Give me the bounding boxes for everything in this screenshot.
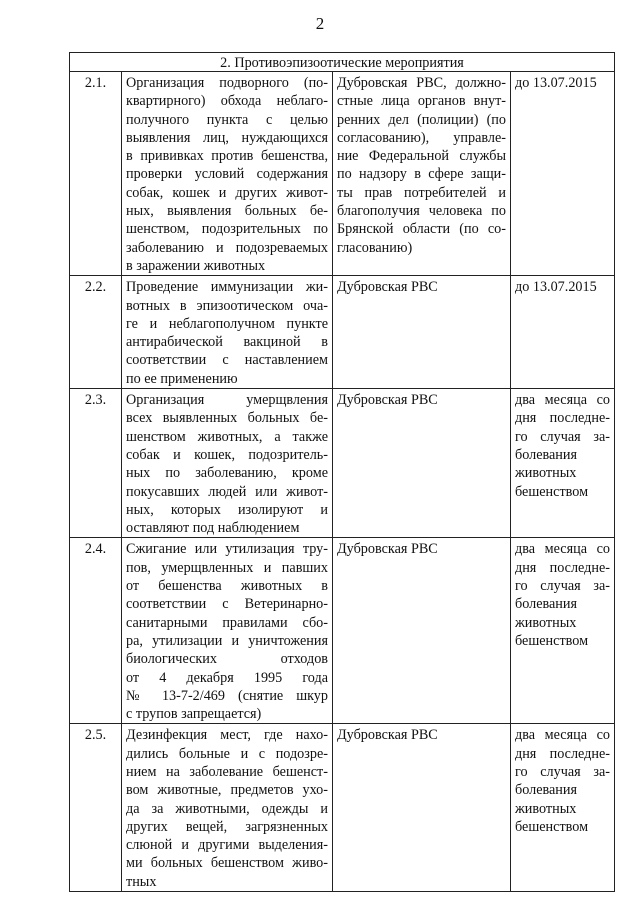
activity-text-line: заболеванию и подозреваемых xyxy=(126,239,328,256)
activity-text-line: покусавших людей или живот- xyxy=(126,483,328,500)
responsible-text-line: ние Федеральной службы xyxy=(337,148,506,165)
activity-text-line: квартирного) обхода неблаго- xyxy=(126,93,328,110)
activity-text-line: слюной и другими выделения- xyxy=(126,837,328,854)
responsible-text-line: благополучия человека по xyxy=(337,203,506,220)
deadline-text-line: го случая за- xyxy=(515,578,610,595)
activity-text-line: проверки условий содержания xyxy=(126,166,328,183)
row-number: 2.2. xyxy=(70,276,122,389)
activity-text-line: Сжигание или утилизация тру- xyxy=(126,541,328,558)
responsible-text-line: ренних дел (полиции) (по xyxy=(337,111,506,128)
responsible-text-line: Дубровская РВС xyxy=(337,392,438,409)
activity-text-line: ных, которых изолируют и xyxy=(126,501,328,518)
activity-cell xyxy=(122,72,333,276)
deadline-text-line: два месяца со xyxy=(515,392,610,409)
activity-text-line: антирабической вакциной в xyxy=(126,334,328,351)
activity-text-line: по ее применению xyxy=(126,370,238,387)
activity-text-line: собак, кошек и других живот- xyxy=(126,184,328,201)
responsible-cell xyxy=(333,389,511,538)
responsible-cell xyxy=(333,538,511,724)
activity-text-line: шенством, подозрительных по xyxy=(126,221,328,238)
responsible-text-line: ты прав потребителей и xyxy=(337,184,506,201)
activity-text-line: Организация умерщвления xyxy=(126,392,328,409)
deadline-text-line: болевания xyxy=(515,596,578,613)
activity-text-line: в прививках против бешенства, xyxy=(126,148,328,165)
activity-text-line: санитарными правилами сбо- xyxy=(126,614,328,631)
activity-text-line: тных xyxy=(126,873,157,890)
activity-text-line: оставляют под наблюдением xyxy=(126,520,300,537)
responsible-text-line: по надзору в сфере защи- xyxy=(337,166,506,183)
deadline-text-line: до 13.07.2015 xyxy=(515,279,597,296)
deadline-cell xyxy=(511,389,615,538)
row-number: 2.5. xyxy=(70,724,122,892)
activity-text-line: вотных в эпизоотическом оча- xyxy=(126,297,328,314)
activity-text-line: Организация подворного (по- xyxy=(126,75,328,91)
responsible-text-line: согласованию), управле- xyxy=(337,129,506,146)
deadline-text-line: бешенством xyxy=(515,483,589,500)
page-number: 2 xyxy=(315,14,325,33)
responsible-cell xyxy=(333,276,511,389)
deadline-text-line: болевания xyxy=(515,446,578,463)
responsible-text-line: Дубровская РВС xyxy=(337,727,438,744)
activity-text-line: собак и кошек, подозритель- xyxy=(126,446,328,463)
deadline-text-line: бешенством xyxy=(515,818,589,835)
activity-text-line: дились больные и с подозре- xyxy=(126,745,328,762)
activity-text-line: соответствии с наставлением xyxy=(126,352,328,369)
section-title: 2. Противоэпизоотические мероприятия xyxy=(70,53,615,72)
responsible-cell xyxy=(333,72,511,276)
activity-text-line: выявления лиц, нуждающихся xyxy=(126,129,328,146)
activity-cell xyxy=(122,538,333,724)
responsible-text-line: Дубровская РВС, должно- xyxy=(337,75,506,91)
deadline-text-line: го случая за- xyxy=(515,428,610,445)
responsible-text-line: Дубровская РВС xyxy=(337,279,438,296)
deadline-text-line: животных xyxy=(515,800,577,817)
activity-text-line: Проведение иммунизации жи- xyxy=(126,279,328,296)
deadline-text-line: животных xyxy=(515,614,577,631)
row-number: 2.1. xyxy=(70,72,122,276)
measures-table xyxy=(69,52,615,892)
activity-text-line: вом животные, предметов ухо- xyxy=(126,782,328,799)
activity-text-line: биологических отходов xyxy=(126,651,328,668)
responsible-cell xyxy=(333,724,511,892)
activity-text-line: Дезинфекция мест, где нахо- xyxy=(126,727,328,744)
deadline-text-line: два месяца со xyxy=(515,541,610,558)
deadline-text-line: два месяца со xyxy=(515,727,610,744)
activity-cell xyxy=(122,276,333,389)
activity-text-line: всех выявленных больных бе- xyxy=(126,410,328,427)
activity-text-line: от 4 декабря 1995 года xyxy=(126,669,328,686)
activity-text-line: пов, умерщвленных и павших xyxy=(126,559,328,576)
activity-text-line: ных по заболеванию, кроме xyxy=(126,465,328,482)
activity-text-line: в заражении животных xyxy=(126,257,266,274)
activity-text-line: других вещей, загрязненных xyxy=(126,818,328,835)
table-row xyxy=(70,276,615,389)
table-row xyxy=(70,72,615,276)
activity-text-line: ных, выявления больных бе- xyxy=(126,203,328,220)
responsible-text-line: стные лица органов внут- xyxy=(337,93,506,110)
deadline-text-line: бешенством xyxy=(515,632,589,649)
deadline-text-line: дня последне- xyxy=(515,410,610,427)
row-number: 2.4. xyxy=(70,538,122,724)
deadline-text-line: до 13.07.2015 xyxy=(515,75,597,91)
table-row xyxy=(70,389,615,538)
deadline-text-line: болевания xyxy=(515,782,578,799)
section-header-row xyxy=(70,53,615,72)
table-row xyxy=(70,724,615,892)
responsible-text-line: Дубровская РВС xyxy=(337,541,438,558)
activity-cell xyxy=(122,724,333,892)
activity-cell xyxy=(122,389,333,538)
deadline-text-line: го случая за- xyxy=(515,763,610,780)
table-row xyxy=(70,538,615,724)
activity-text-line: соответствии с Ветеринарно- xyxy=(126,596,328,613)
deadline-cell xyxy=(511,72,615,276)
activity-text-line: № 13-7-2/469 (снятие шкур xyxy=(126,687,328,704)
activity-text-line: с трупов запрещается) xyxy=(126,706,262,723)
deadline-cell xyxy=(511,538,615,724)
responsible-text-line: Брянской области (по со- xyxy=(337,221,506,238)
responsible-text-line: гласованию) xyxy=(337,239,413,256)
activity-text-line: да за животными, одежды и xyxy=(126,800,328,817)
deadline-text-line: дня последне- xyxy=(515,559,610,576)
activity-text-line: от бешенства животных в xyxy=(126,578,328,595)
deadline-text-line: дня последне- xyxy=(515,745,610,762)
activity-text-line: получного пункта с целью xyxy=(126,111,328,128)
deadline-text-line: животных xyxy=(515,465,577,482)
activity-text-line: шенством животных, а также xyxy=(126,428,328,445)
row-number: 2.3. xyxy=(70,389,122,538)
deadline-cell xyxy=(511,724,615,892)
activity-text-line: нием на заболевание бешенст- xyxy=(126,763,328,780)
activity-text-line: ми больных бешенством живо- xyxy=(126,855,328,872)
deadline-cell xyxy=(511,276,615,389)
activity-text-line: ра, утилизации и уничтожения xyxy=(126,632,328,649)
activity-text-line: ге и неблагополучном пункте xyxy=(126,315,328,332)
